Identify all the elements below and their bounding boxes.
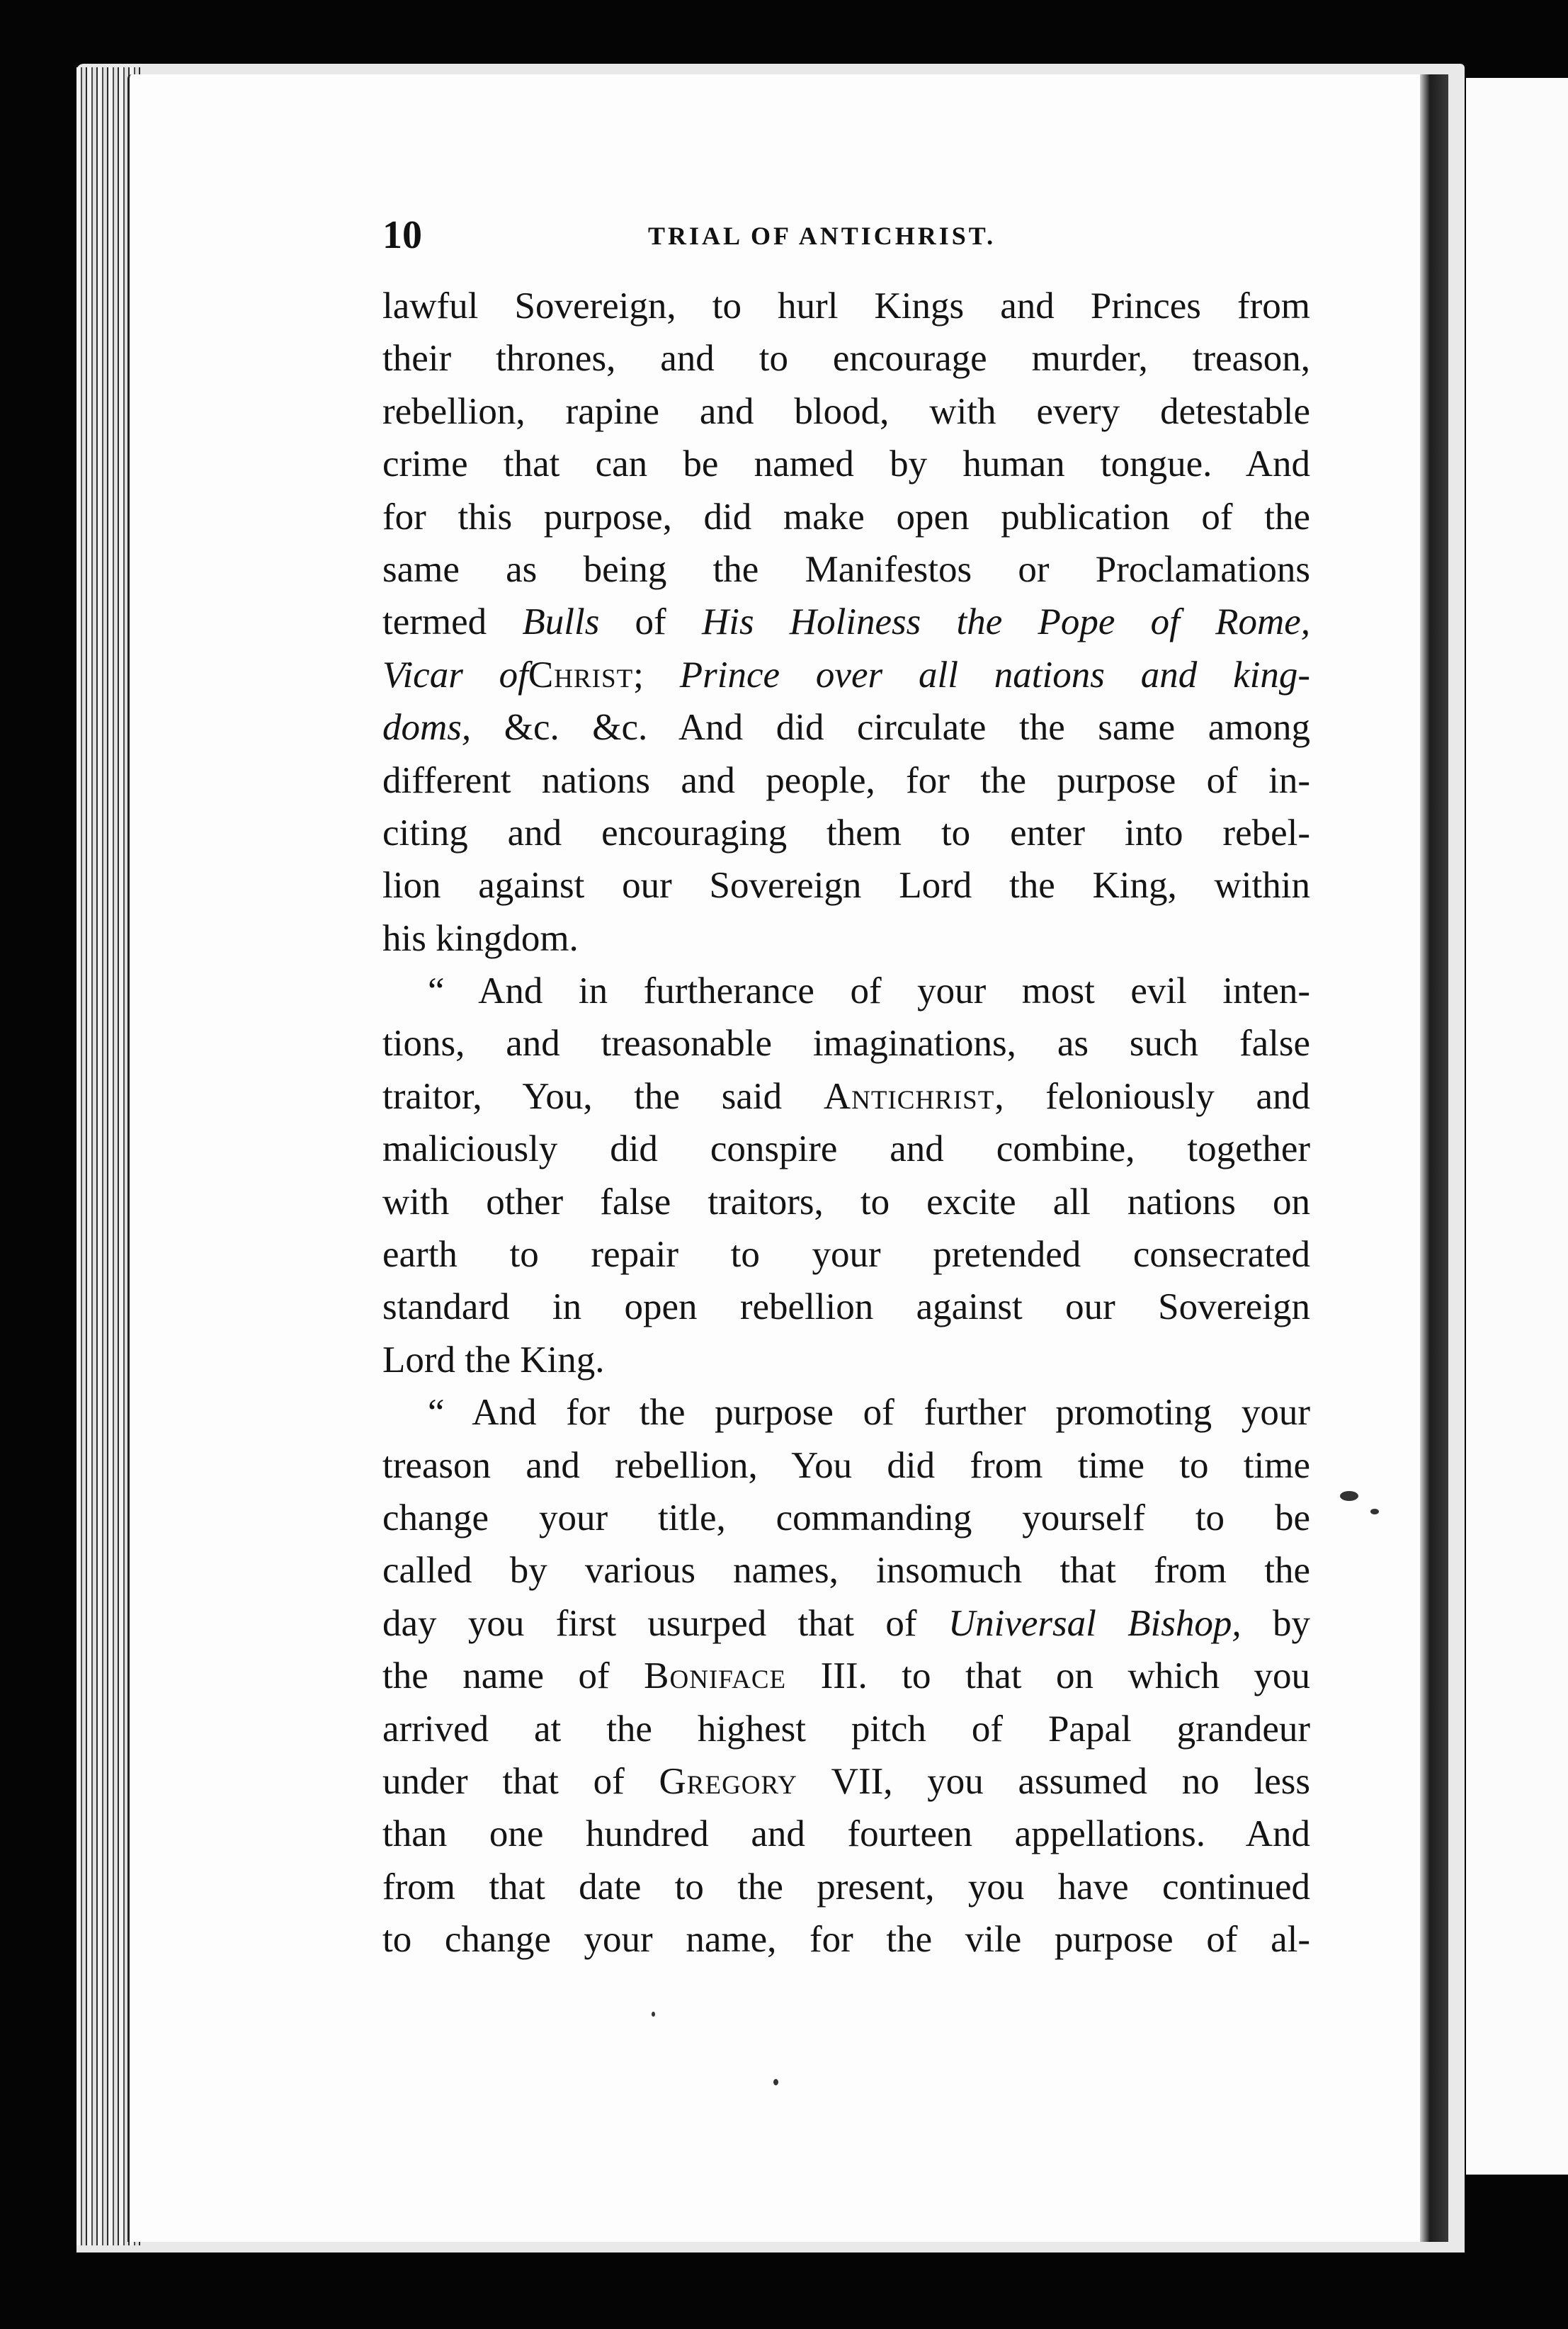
text-run: by xyxy=(1241,1602,1311,1644)
text-line xyxy=(382,438,1310,490)
text-run: &c. &c. And did circulate the same among xyxy=(471,707,1310,749)
ink-speck xyxy=(1370,1509,1379,1514)
text-line xyxy=(382,649,1310,701)
text-run: , feloniously and xyxy=(994,1075,1310,1117)
text-run: maliciously did conspire and combine, together xyxy=(382,1128,1310,1170)
text-run: different nations and people, for the purpose of in- xyxy=(382,759,1310,801)
text-run: from that date to the present, you have continued xyxy=(382,1866,1310,1908)
italic-text: Prince over all nations and king- xyxy=(679,654,1311,696)
small-caps-text: Gregory xyxy=(659,1760,797,1802)
text-line xyxy=(382,1913,1310,1966)
book-gutter xyxy=(1420,74,1448,2242)
page-number: 10 xyxy=(382,213,422,257)
text-line xyxy=(382,1544,1310,1597)
text-run: rebellion, rapine and blood, with every detestable xyxy=(382,390,1310,432)
text-line xyxy=(382,1386,1310,1439)
text-run: the name of xyxy=(382,1655,644,1697)
text-run: under that of xyxy=(382,1760,659,1802)
text-run: crime that can be named by human tongue. And xyxy=(382,443,1310,485)
text-line xyxy=(382,332,1310,385)
text-run: for this purpose, did make open publication of the xyxy=(382,496,1310,538)
text-run: lawful Sovereign, to hurl Kings and Princes from xyxy=(382,285,1310,327)
text-run: his kingdom. xyxy=(382,917,579,959)
text-run: same as being the Manifestos or Proclamations xyxy=(382,548,1310,590)
text-run: citing and encouraging them to enter into rebel- xyxy=(382,812,1310,854)
text-line xyxy=(382,1492,1310,1544)
text-line xyxy=(382,965,1310,1017)
body-text xyxy=(382,280,1310,1966)
text-run: treason and rebellion, You did from time to time xyxy=(382,1444,1310,1486)
text-run: day you first usurped that of xyxy=(382,1602,948,1644)
text-line xyxy=(382,1703,1310,1755)
text-run: standard in open rebellion against our Sovereign xyxy=(382,1286,1310,1328)
text-line xyxy=(382,1808,1310,1860)
italic-text: doms, xyxy=(382,707,472,749)
text-run: with other false traitors, to excite all nations on xyxy=(382,1181,1310,1223)
text-line xyxy=(382,543,1310,596)
text-run: to change your name, for the vile purpose of al- xyxy=(382,1919,1310,1961)
ink-speck xyxy=(652,2012,655,2017)
text-line xyxy=(382,491,1310,543)
text-line xyxy=(382,1070,1310,1123)
text-line xyxy=(382,1597,1310,1650)
text-line xyxy=(382,1650,1310,1702)
text-line xyxy=(382,280,1310,332)
text-line xyxy=(382,1123,1310,1175)
text-line xyxy=(382,754,1310,807)
text-line xyxy=(382,912,1310,965)
text-run: change your title, commanding yourself to be xyxy=(382,1497,1310,1538)
text-run: traitor, You, the said xyxy=(382,1075,824,1117)
text-run: III. to that on which you xyxy=(786,1655,1310,1697)
text-line xyxy=(382,596,1310,648)
small-caps-text: Christ xyxy=(528,654,634,696)
italic-text: His Holiness the Pope of Rome, xyxy=(701,601,1310,643)
text-run: arrived at the highest pitch of Papal grandeur xyxy=(382,1708,1310,1750)
text-line xyxy=(382,1017,1310,1070)
small-caps-text: Boniface xyxy=(644,1655,787,1697)
ink-speck xyxy=(773,2079,778,2085)
text-line xyxy=(382,807,1310,859)
text-line xyxy=(382,859,1310,912)
text-run: ; xyxy=(633,654,680,696)
text-line xyxy=(382,1281,1310,1333)
text-line xyxy=(382,385,1310,438)
text-run: tions, and treasonable imaginations, as such false xyxy=(382,1023,1310,1065)
text-run: “ And for the purpose of further promoting your xyxy=(428,1392,1310,1434)
text-line xyxy=(382,1176,1310,1228)
text-line xyxy=(382,1861,1310,1913)
small-caps-text: Antichrist xyxy=(823,1075,995,1117)
text-run: Lord the King. xyxy=(382,1339,605,1381)
text-line xyxy=(382,1439,1310,1492)
italic-text: Universal Bishop, xyxy=(948,1602,1242,1644)
text-run: earth to repair to your pretended consecrated xyxy=(382,1234,1310,1276)
ink-speck xyxy=(1340,1491,1358,1501)
text-run: than one hundred and fourteen appellations. And xyxy=(382,1813,1310,1855)
text-run: their thrones, and to encourage murder, treason, xyxy=(382,338,1310,380)
text-line xyxy=(382,1334,1310,1386)
text-line xyxy=(382,701,1310,754)
text-run: of xyxy=(599,601,702,643)
text-line xyxy=(382,1228,1310,1281)
italic-text: Bulls xyxy=(522,601,600,643)
running-title: TRIAL OF ANTICHRIST. xyxy=(648,222,996,250)
text-run: VII, you assumed no less xyxy=(797,1760,1311,1802)
text-run: termed xyxy=(382,601,523,643)
italic-text: Vicar of xyxy=(382,654,528,696)
text-run: “ And in furtherance of your most evil inten- xyxy=(428,970,1310,1012)
text-run: called by various names, insomuch that from the xyxy=(382,1550,1310,1592)
facing-page-edge xyxy=(1466,78,1568,2175)
text-line xyxy=(382,1755,1310,1808)
text-run: lion against our Sovereign Lord the King, within xyxy=(382,865,1310,907)
running-head xyxy=(382,212,1317,269)
